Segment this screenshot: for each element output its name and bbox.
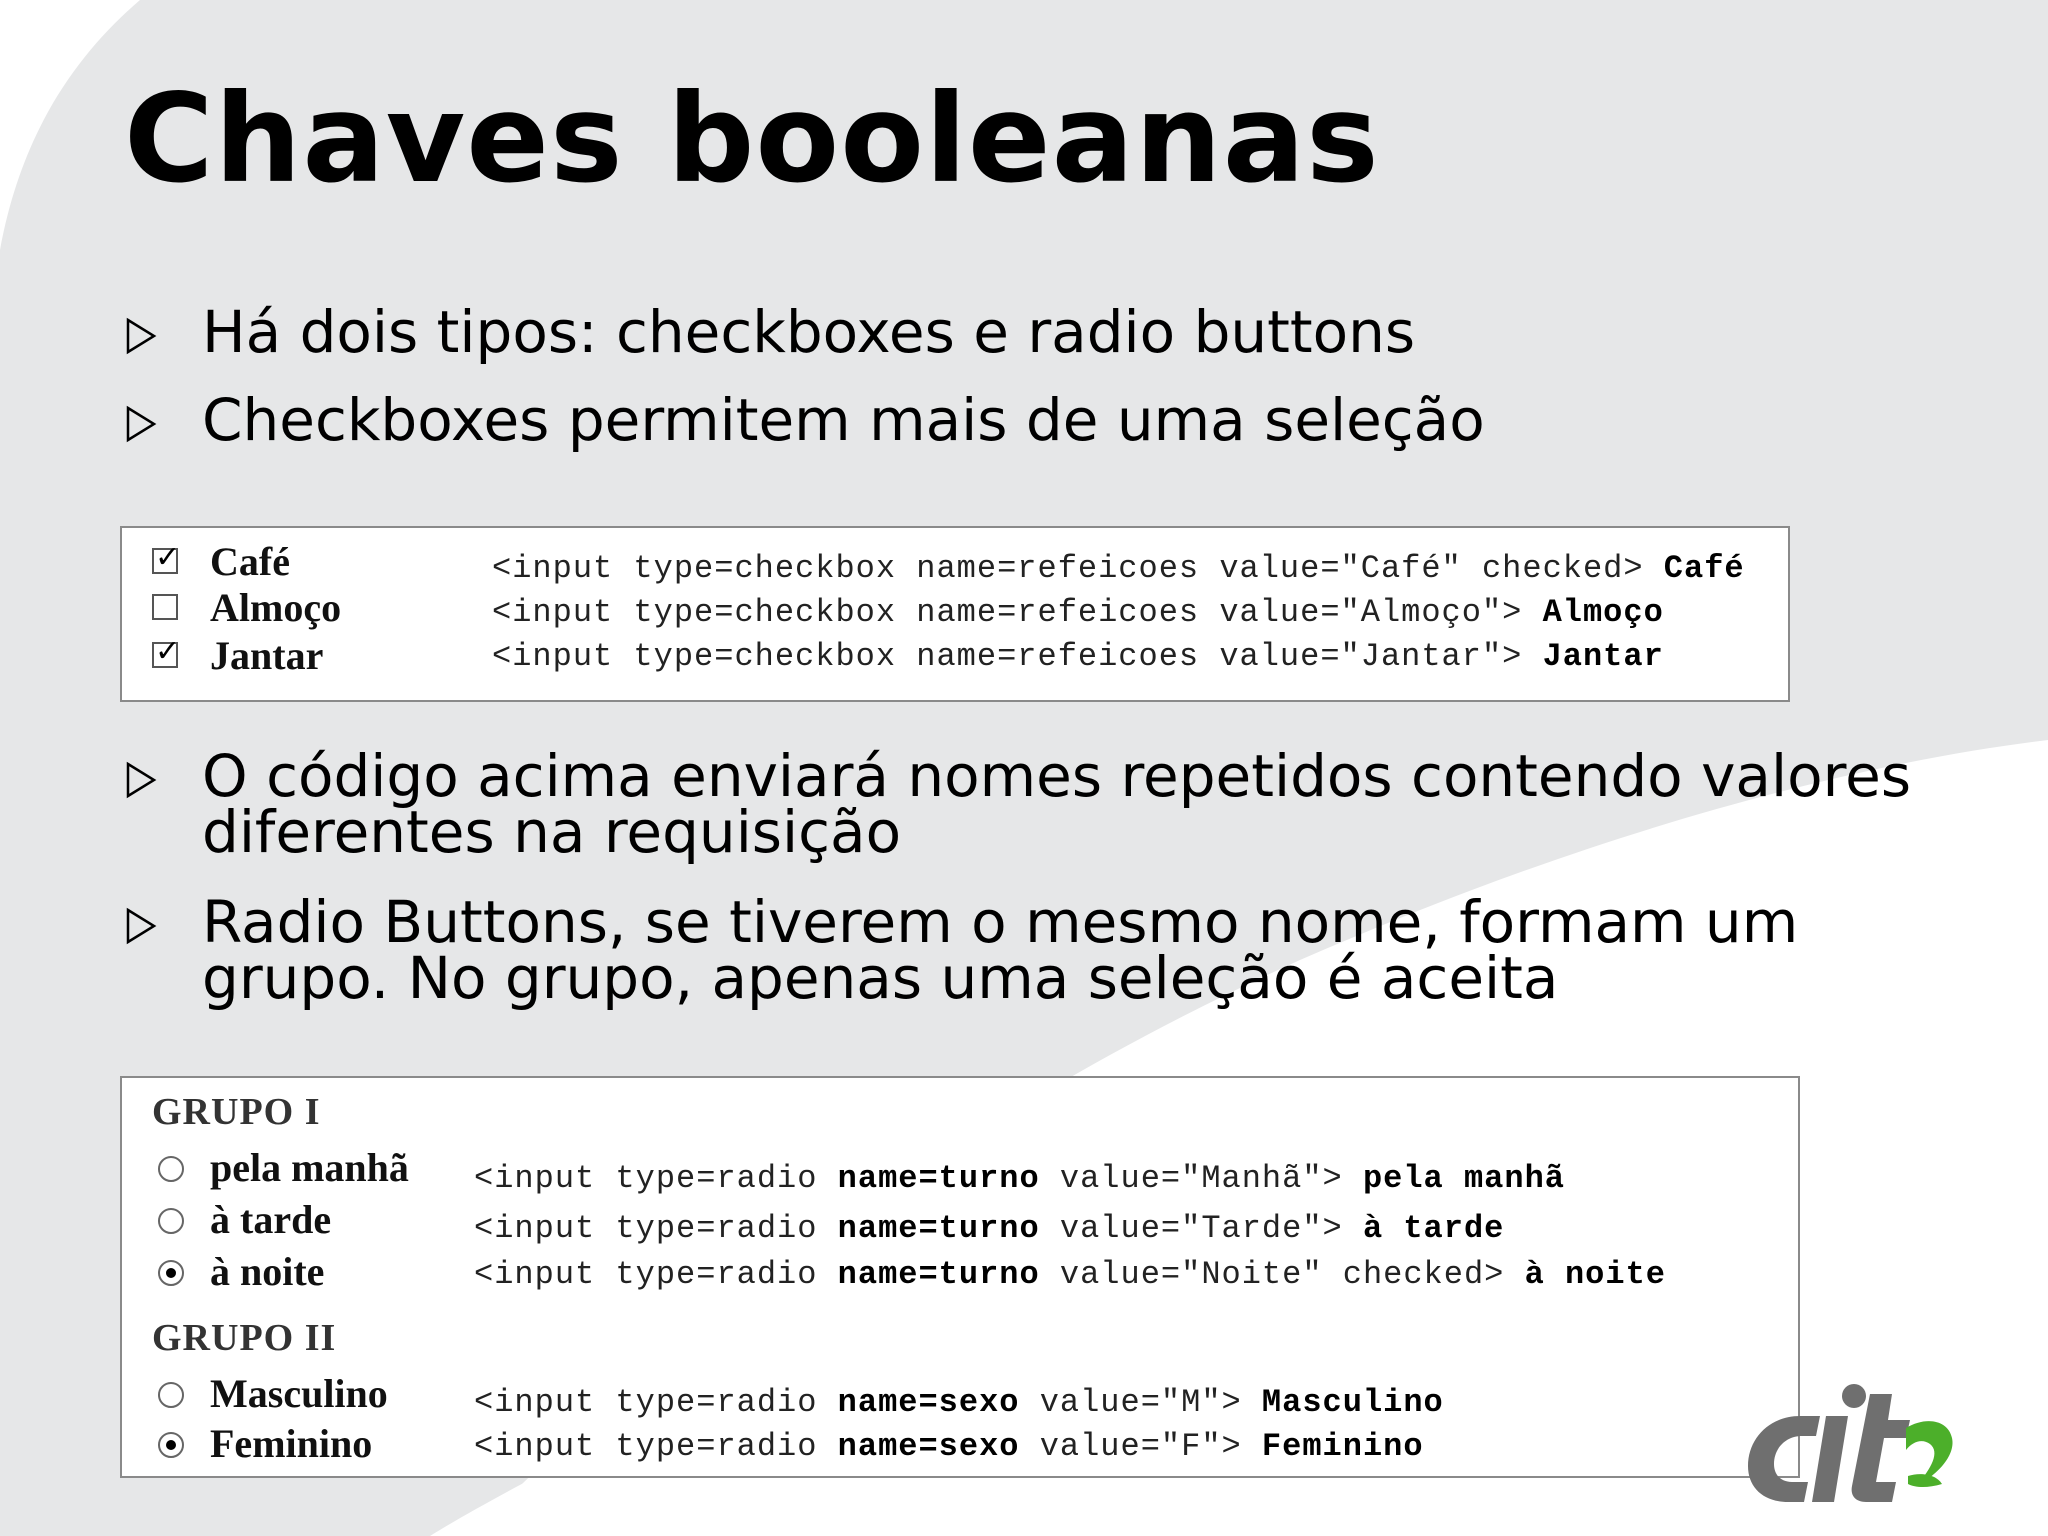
bullet-item [124,742,1944,866]
triangle-right-outline-icon [124,402,158,446]
code-line: <input type=radio name=turno value="Tarde"> à tarde [474,1210,1505,1247]
radio-selected-dot [166,1440,176,1450]
radio-label: à noite [210,1249,325,1294]
checkbox-jantar[interactable] [152,634,181,669]
code-line: <input type=radio name=sexo value="M"> Masculino [474,1384,1444,1421]
bullet-item [124,298,1944,366]
checkbox-label: Almoço [210,585,342,630]
radio-example-panel [120,1076,1800,1478]
bullet-text: O código acima enviará nomes repetidos contendo valores diferentes na requisição [202,742,1912,866]
code-line: <input type=radio name=turno value="Manhã"> pela manhã [474,1160,1565,1197]
bullet-text: Checkboxes permitem mais de uma seleção [202,386,1485,454]
radio-masculino[interactable] [158,1382,184,1408]
radio-noite[interactable] [158,1260,184,1286]
slide-title: Chaves booleanas [124,68,1380,210]
group-title: GRUPO II [152,1317,337,1359]
bullet-item [124,386,1944,454]
radio-label: Masculino [210,1371,388,1416]
radio-label: Feminino [210,1421,373,1466]
radio-feminino[interactable] [158,1432,184,1458]
group-title: GRUPO I [152,1091,321,1133]
checkbox-almoco[interactable] [152,594,178,620]
code-line: <input type=radio name=sexo value="F"> Feminino [474,1428,1424,1465]
checkbox-label: Jantar [210,633,324,678]
checkbox-label: Café [210,539,290,584]
radio-tarde[interactable] [158,1208,184,1234]
code-line: <input type=radio name=turno value="Noite" checked> à noite [474,1256,1666,1293]
bullet-text: Há dois tipos: checkboxes e radio buttons [202,298,1416,366]
cit-logo [1730,1376,1960,1506]
triangle-right-outline-icon [124,758,158,802]
checkbox-cafe[interactable] [152,540,181,575]
checkmark-icon: ✓ [155,540,181,575]
radio-selected-dot [166,1268,176,1278]
radio-label: à tarde [210,1197,332,1242]
triangle-right-outline-icon [124,314,158,358]
radio-label: pela manhã [210,1145,409,1190]
code-line: <input type=checkbox name=refeicoes value="Almoço"> Almoço [492,594,1664,631]
code-line: <input type=checkbox name=refeicoes value="Jantar"> Jantar [492,638,1664,675]
code-line: <input type=checkbox name=refeicoes value="Café" checked> Café [492,550,1745,587]
checkbox-example-panel [120,526,1790,702]
checkmark-icon: ✓ [155,634,181,669]
triangle-right-outline-icon [124,904,158,948]
radio-manha[interactable] [158,1156,184,1182]
bullet-text: Radio Buttons, se tiverem o mesmo nome, formam um grupo. No grupo, apenas uma seleção é aceita [202,888,1799,1012]
bullet-item [124,888,1944,1012]
logo-text: cit [1730,1376,1732,1377]
